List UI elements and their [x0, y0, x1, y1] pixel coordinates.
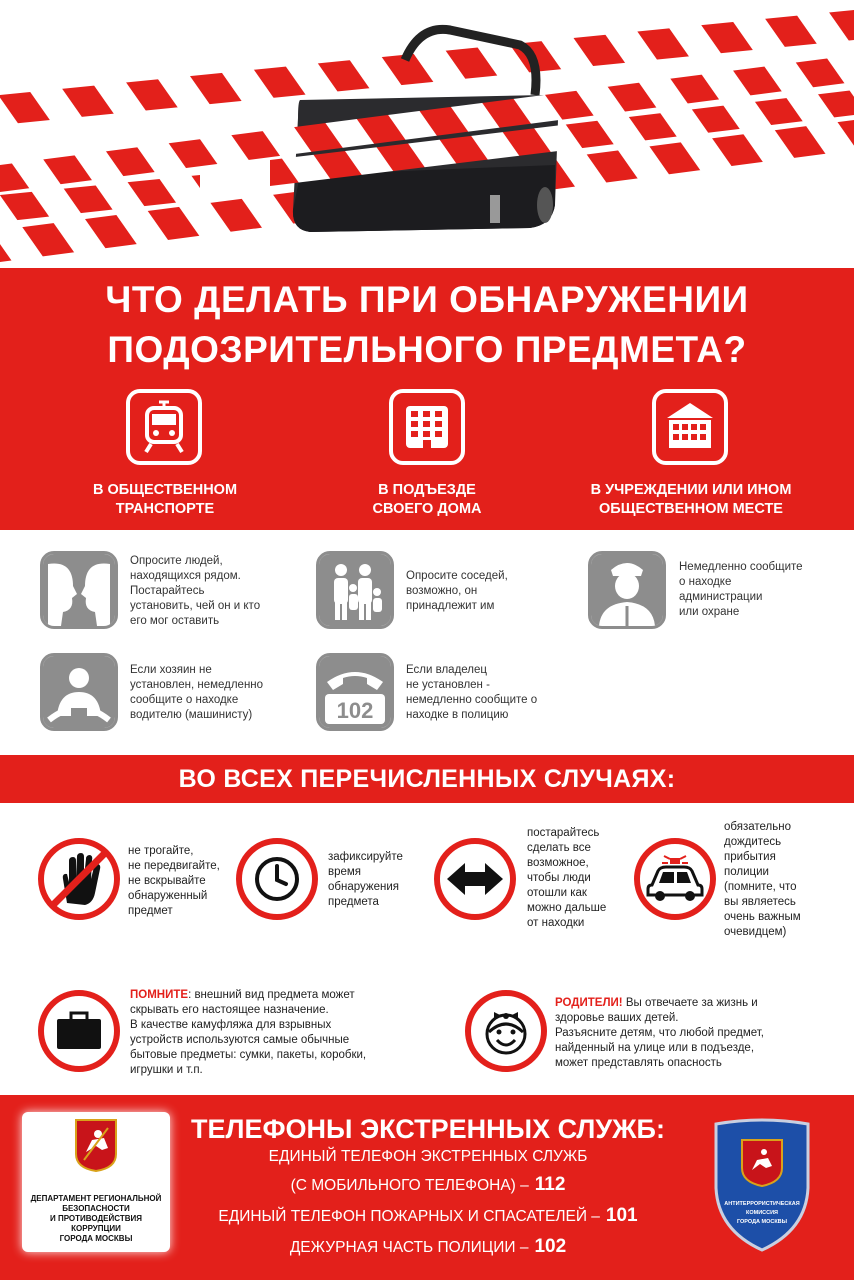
driver-icon	[40, 653, 118, 731]
parents-label: РОДИТЕЛИ!	[555, 997, 623, 1009]
rule-text-2: зафиксируйте время обнаружения предмета	[328, 851, 403, 908]
title-line-2: ПОДОЗРИТЕЛЬНОГО ПРЕДМЕТА?	[107, 329, 747, 370]
category-institution: В УЧРЕЖДЕНИИ ИЛИ ИНОМ ОБЩЕСТВЕННОМ МЕСТЕ	[590, 482, 792, 517]
shield-text: АНТИТЕРРОРИСТИЧЕСКАЯ КОМИССИЯ ГОРОДА МОСКВЫ	[724, 1201, 800, 1225]
advice-text-4: Если хозяин не установлен, немедленно сообщите о находке водителю (машинисту)	[130, 664, 264, 721]
phone-line-2: (С МОБИЛЬНОГО ТЕЛЕФОНА) – 112	[290, 1174, 566, 1195]
advice-text-1: Опросите людей, находящихся рядом. Постарайтесь установить, чей он и кто его мог оставить	[130, 555, 261, 627]
briefcase-icon	[38, 990, 120, 1072]
shield-icon	[712, 1118, 812, 1252]
phone-line-4: ДЕЖУРНАЯ ЧАСТЬ ПОЛИЦИИ – 102	[289, 1236, 567, 1257]
train-icon	[126, 389, 202, 465]
parents-text: РОДИТЕЛИ! Вы отвечаете за жизнь и здоровье ваших детей. Разъясните детям, что любой предмет, найденный на улице или в подъезде, может представлять опасность	[555, 997, 764, 1069]
phone-102-icon	[316, 653, 394, 731]
svg-text:102: 102	[336, 698, 374, 723]
department-name: ДЕПАРТАМЕНТ РЕГИОНАЛЬНОЙ БЕЗОПАСНОСТИ И ПРОТИВОДЕЙСТВИЯ КОРРУПЦИИ ГОРОДА МОСКВЫ	[30, 1194, 162, 1243]
banner-text: ВО ВСЕХ ПЕРЕЧИСЛЕННЫХ СЛУЧАЯХ:	[178, 764, 676, 793]
rule-text-3: постарайтесь сделать все возможное, чтобы люди отошли как можно дальше от находки	[527, 827, 607, 929]
advice-text-3: Немедленно сообщите о находке администрации или охране	[679, 561, 803, 618]
phone-line-3: ЕДИНЫЙ ТЕЛЕФОН ПОЖАРНЫХ И СПАСАТЕЛЕЙ – 101	[218, 1205, 638, 1226]
antiterror-shield-logo	[712, 1118, 812, 1252]
institution-icon	[652, 389, 728, 465]
building-icon	[389, 389, 465, 465]
advice-text-2: Опросите соседей, возможно, он принадлежит им	[406, 570, 508, 612]
department-logo	[22, 1112, 170, 1252]
police-car-icon	[634, 838, 716, 920]
category-home: В ПОДЪЕЗДЕ СВОЕГО ДОМА	[372, 482, 482, 517]
no-touch-icon	[38, 838, 120, 920]
faces-icon	[40, 551, 118, 629]
category-transport: В ОБЩЕСТВЕННОМ ТРАНСПОРТЕ	[92, 482, 238, 517]
guard-icon	[588, 551, 666, 629]
phone-line-1: ЕДИНЫЙ ТЕЛЕФОН ЭКСТРЕННЫХ СЛУЖБ	[268, 1148, 588, 1165]
family-icon	[316, 551, 394, 629]
footer-title: ТЕЛЕФОНЫ ЭКСТРЕННЫХ СЛУЖБ:	[191, 1114, 665, 1144]
moscow-coat-of-arms-icon	[74, 1118, 118, 1172]
remember-text: ПОМНИТЕ: внешний вид предмета может скрывать его настоящее назначение. В качестве камуфляжа для взрывных устройств используются самые обычные бытовые предметы: сумки, пакеты, коробки, игрушки и т.п.	[130, 989, 367, 1076]
phone-number-112: 112	[534, 1174, 566, 1195]
phone-number-101: 101	[605, 1205, 638, 1226]
arrows-icon	[434, 838, 516, 920]
advice-text-5: Если владелец не установлен - немедленно сообщите о находке в полицию	[406, 664, 538, 721]
title-line-1: ЧТО ДЕЛАТЬ ПРИ ОБНАРУЖЕНИИ	[105, 279, 749, 320]
clock-icon	[236, 838, 318, 920]
banner	[0, 755, 854, 803]
phone-number-102: 102	[534, 1236, 567, 1257]
rule-text-1: не трогайте, не передвигайте, не вскрывайте обнаруженный предмет	[128, 845, 220, 917]
rule-text-4: обязательно дождитесь прибытия полиции (помните, что вы являетесь очень важным очевидцем)	[724, 821, 801, 938]
child-face-icon	[465, 990, 547, 1072]
page-title	[0, 275, 854, 375]
bag-with-caution-tape-image	[0, 0, 854, 268]
remember-label: ПОМНИТЕ	[130, 989, 189, 1001]
